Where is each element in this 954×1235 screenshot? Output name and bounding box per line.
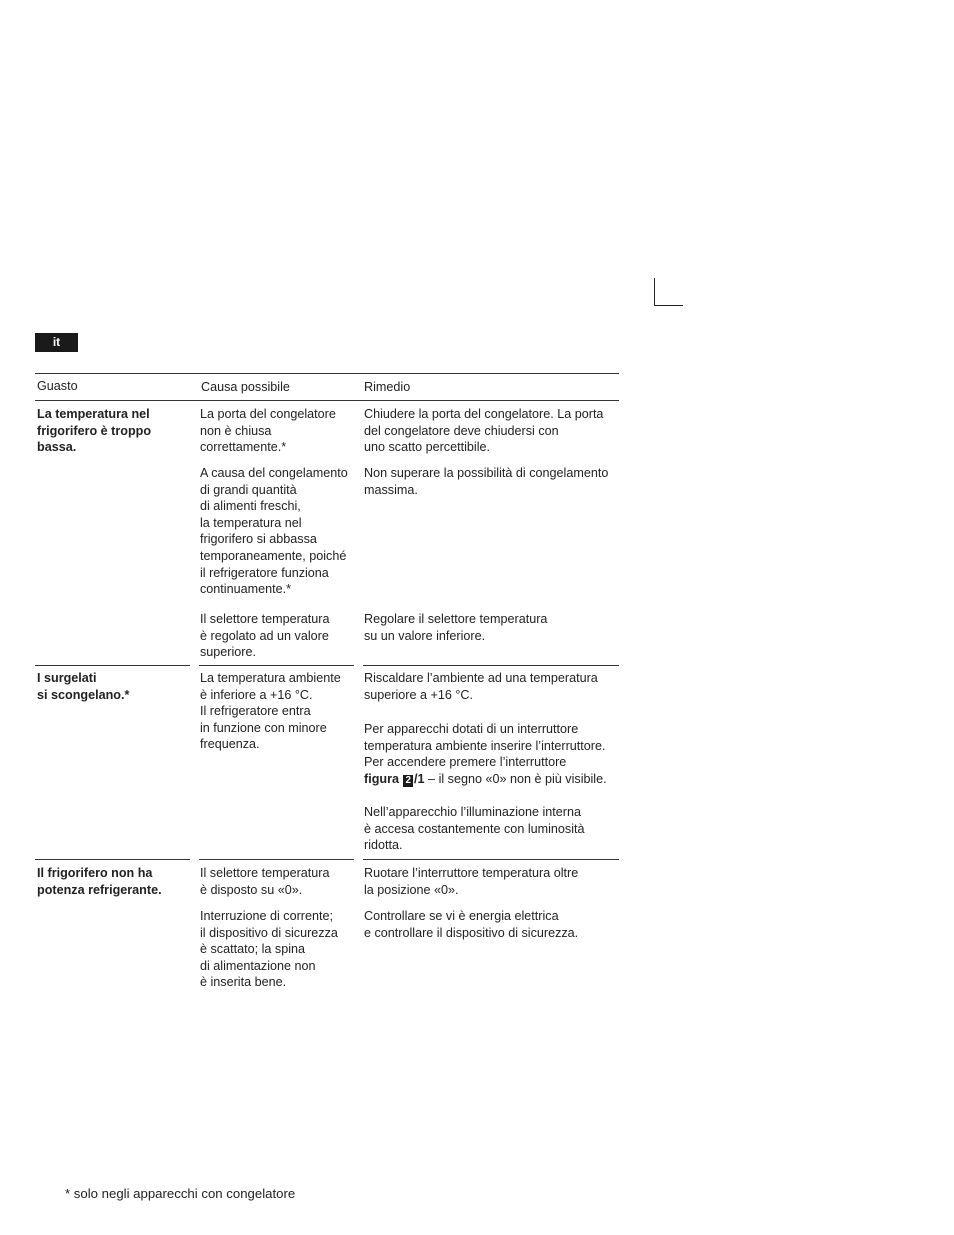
row-rule xyxy=(199,859,354,860)
header-guasto: Guasto xyxy=(37,379,78,393)
cause-text: Il selettore temperatura è regolato ad un valore superiore. xyxy=(200,612,330,660)
cause-text: La porta del congelatore non è chiusa correttamente.* xyxy=(200,407,336,455)
figure-reference xyxy=(364,771,607,788)
row-rule xyxy=(199,665,354,666)
remedy-text: Nell’apparecchio l’illuminazione interna è accesa costantemente con luminosità ridotta. xyxy=(364,805,585,853)
fault-text: I surgelati si scongelano.* xyxy=(37,671,130,702)
cause-text: Il selettore temperatura è disposto su «0». xyxy=(200,866,330,897)
figure-word: figura xyxy=(364,772,399,786)
table-top-rule xyxy=(35,373,619,374)
row-rule xyxy=(35,859,190,860)
cause-text: A causa del congelamento di grandi quantità di alimenti freschi, la temperatura nel frigorifero si abbassa temporaneamente, poiché il refrigeratore funziona continuamente.* xyxy=(200,466,348,597)
remedy-text: Regolare il selettore temperatura su un valore inferiore. xyxy=(364,612,548,643)
footnote: * solo negli apparecchi con congelatore xyxy=(65,1186,296,1201)
remedy-text: Chiudere la porta del congelatore. La porta del congelatore deve chiudersi con uno scatto percettibile. xyxy=(364,407,604,455)
remedy-text: Per apparecchi dotati di un interruttore temperatura ambiente inserire l’interruttore. Per accendere premere l’interruttore xyxy=(364,722,606,770)
cause-text: La temperatura ambiente è inferiore a +16 °C. Il refrigeratore entra in funzione con minore frequenza. xyxy=(200,671,341,752)
figure-suffix: /1 xyxy=(414,772,425,786)
cause-text: Interruzione di corrente; il dispositivo di sicurezza è scattato; la spina di alimentazione non è inserita bene. xyxy=(200,909,338,990)
row-rule xyxy=(35,665,190,666)
language-badge: it xyxy=(35,333,78,352)
remedy-text: Non superare la possibilità di congelamento massima. xyxy=(364,466,609,497)
fault-text: La temperatura nel frigorifero è troppo bassa. xyxy=(37,407,152,455)
crop-mark xyxy=(654,278,683,306)
header-causa: Causa possibile xyxy=(201,380,290,394)
remedy-text: Ruotare l’interruttore temperatura oltre la posizione «0». xyxy=(364,866,579,897)
figure-number-badge: 2 xyxy=(405,775,412,786)
header-rule xyxy=(35,400,619,401)
figure-text: – il segno «0» non è più visibile. xyxy=(424,772,607,786)
row-rule xyxy=(363,859,619,860)
header-rimedio: Rimedio xyxy=(364,380,411,394)
row-rule xyxy=(363,665,619,666)
remedy-text: Controllare se vi è energia elettrica e controllare il dispositivo di sicurezza. xyxy=(364,909,579,940)
remedy-text: Riscaldare l’ambiente ad una temperatura superiore a +16 °C. xyxy=(364,671,598,702)
fault-text: Il frigorifero non ha potenza refrigerante. xyxy=(37,866,162,897)
